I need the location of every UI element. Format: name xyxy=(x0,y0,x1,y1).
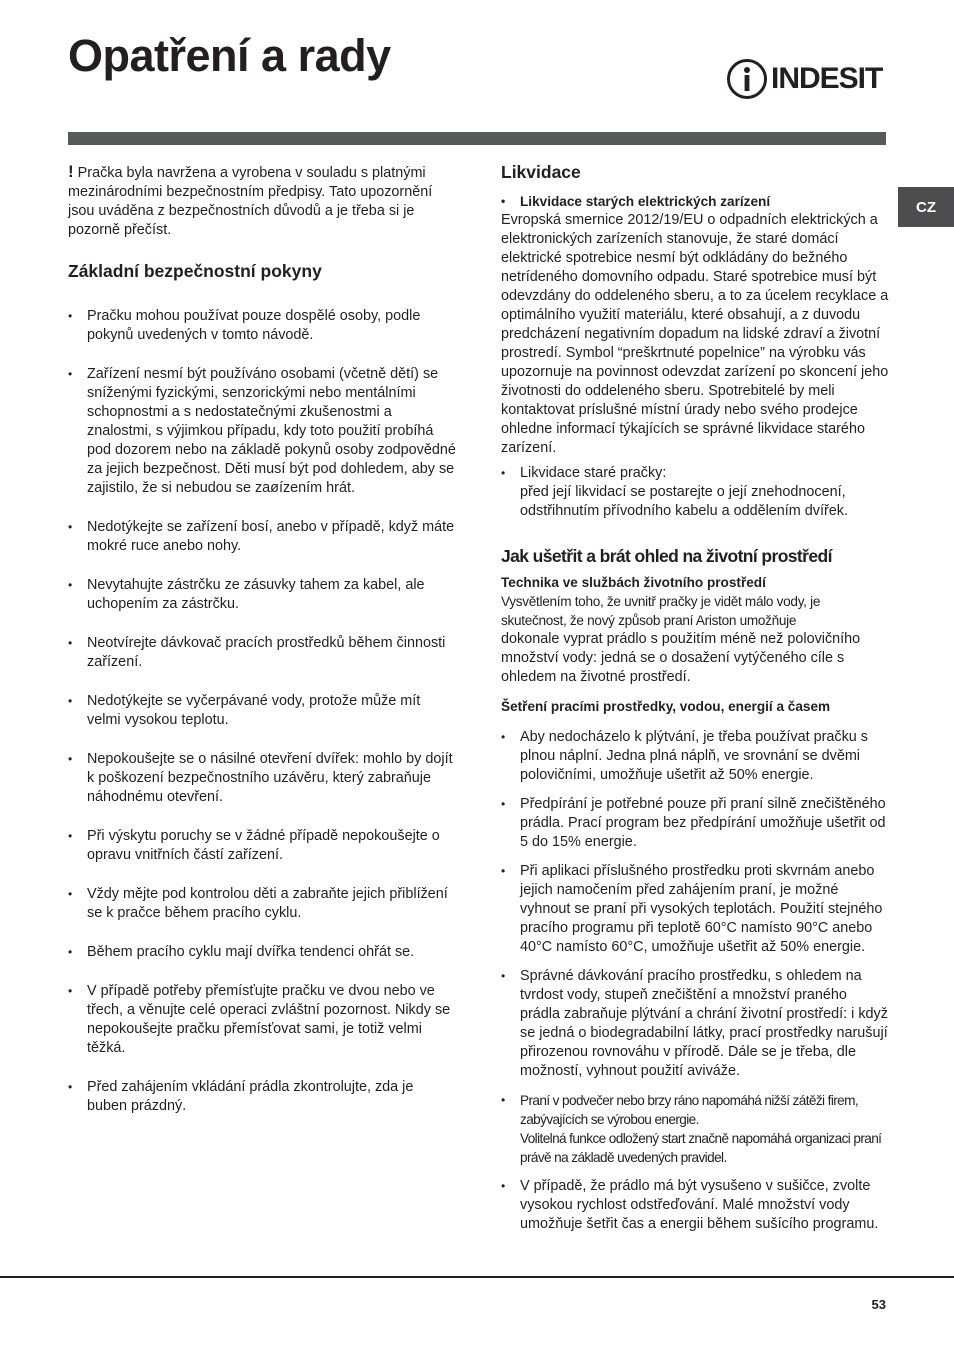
technology-text-condensed: Vysvětlením toho, že uvnitř pračky je vidět málo vody, je skutečnost, že nový způsob praní Ariston umožňuje xyxy=(501,594,821,628)
list-item: • Při výskytu poruchy se v žádné případě nepokoušejte o opravu vnitřních částí zařízení. xyxy=(68,827,456,865)
page-number: 53 xyxy=(871,1297,886,1312)
right-column xyxy=(501,160,889,1244)
list-item: • Nedotýkejte se vyčerpávané vody, protože může mít velmi vysokou teplotu. xyxy=(68,692,456,730)
language-tab xyxy=(898,187,954,227)
list-item: • Správné dávkování pracího prostředku, s ohledem na tvrdost vody, stupeň znečištění a množství praného prádla zabraňuje plýtvání a chrání životní prostředí: i když se jedná o biodegradabilní látky, prací prostředky narušují přirozenou rovnováhu v přírodě. Dále se je třeba, dle možností, vyhnout použití aviváže. xyxy=(501,967,889,1081)
indesit-logo-icon xyxy=(726,58,768,100)
language-tab-label: CZ xyxy=(916,198,936,216)
list-item xyxy=(501,464,889,521)
list-item: • Během pracího cyklu mají dvířka tendenci ohřát se. xyxy=(68,943,456,962)
savings-subtitle: Šetření pracími prostředky, vodou, energií a časem xyxy=(501,699,831,714)
list-item: • Nevytahujte zástrčku ze zásuvky tahem za kabel, ale uchopením za zástrčku. xyxy=(68,576,456,614)
warning-mark: ! xyxy=(68,162,74,181)
list-item: • Předpírání je potřebné pouze při praní silně znečištěného prádla. Prací program bez předpírání umožňuje ušetřit od 5 do 15% energie. xyxy=(501,795,889,852)
footer-rule xyxy=(0,1276,954,1278)
disposal-item-title: Likvidace staré pračky: xyxy=(520,465,667,481)
safety-list xyxy=(68,307,456,1116)
disposal-list xyxy=(501,464,889,521)
safety-intro-text: Pračka byla navržena a vyrobena v souladu s platnými mezinárodními bezpečnostním předpisy. Tato upozornění jsou uváděna z bezpečnostních důvodů a je třeba si je pozorně přečíst. xyxy=(68,165,433,238)
section-title-environment: Jak ušetřit a brát ohled na životní prostředí xyxy=(501,546,832,566)
list-item: • Pračku mohou používat pouze dospělé osoby, podle pokynů uvedených v tomto návodě. xyxy=(68,307,456,345)
page-title: Opatření a rady xyxy=(68,30,391,81)
disposal-subtitle: • Likvidace starých elektrických zarízení xyxy=(501,192,889,211)
list-item: • Nedotýkejte se zařízení bosí, anebo v případě, když máte mokré ruce anebo nohy. xyxy=(68,518,456,556)
disposal-item-text: před její likvidací se postarejte o její znehodnocení, odstřihnutím přívodního kabelu a oddělením dvířek. xyxy=(520,484,848,519)
list-item: • Nepokoušejte se o násilné otevření dvířek: mohlo by dojít k poškození bezpečnostního uzávěru, který zabraňuje náhodnému otevření. xyxy=(68,750,456,807)
list-item: • Před zahájením vkládání prádla zkontrolujte, zda je buben prázdný. xyxy=(68,1078,456,1116)
header-bar xyxy=(68,132,886,145)
left-column xyxy=(68,160,456,1136)
technology-subtitle: Technika ve službách životního prostředí xyxy=(501,575,766,590)
list-item: • V případě, že prádlo má být vysušeno v sušičce, zvolte vysokou rychlost odstřeďování. Malé množství vody umožňuje šetřit čas a energii během sušícího programu. xyxy=(501,1177,889,1234)
disposal-subtitle-list xyxy=(501,192,889,211)
section-title-disposal: Likvidace xyxy=(501,162,581,182)
safety-intro xyxy=(68,162,456,240)
list-item: • Vždy mějte pod kontrolou děti a zabraňte jejich přiblížení se k pračce během pracího cyklu. xyxy=(68,885,456,923)
night-wash-text: Praní v podvečer nebo brzy ráno napomáhá nižší zátěži firem, zabývajících se výrobou energie. xyxy=(520,1093,859,1127)
brand-name: INDESIT xyxy=(771,62,883,95)
section-title-safety: Základní bezpečnostní pokyny xyxy=(68,261,322,281)
list-item: • Aby nedocházelo k plýtvání, je třeba používat pračku s plnou náplní. Jedna plná náplň, ve srovnání se dvěmi polovičními, umožňuje ušetřit až 50% energie. xyxy=(501,728,889,785)
disposal-text: Evropská smernice 2012/19/EU o odpadních elektrických a elektronických zarízeních stanovuje, že staré domácí elektrické spotrebice nesmí být odkládány do bežného netrídeného domovního odpadu. Staré spotrebice musí být odevzdány do oddeleného sberu, a to za úcelem recyklace a optimálního využití materiálu, které obsahují, a z duvodu predcházení negativním dopadum na lidské zdraví a životní prostredí. Symbol “preškrtnuté popelnice” na výrobku vás upozornuje na povinnost odevzdat zarízení po skoncení jeho životnosti do oddeleného sberu. Spotrebitelé by meli kontaktovat príslušné místní úrady nebo svého prodejce ohledne informací týkajících se správné likvidace starého zarízení. xyxy=(501,212,889,456)
technology-text: dokonale vyprat prádlo s použitím méně než polovičního množství vody: jedná se o dosažení vytýčeného cíle s ohledem na životné prostředí. xyxy=(501,631,861,685)
delayed-start-text: Volitelná funkce odložený start značně napomáhá organizaci praní právě na základě uvedených pravidel. xyxy=(520,1131,882,1165)
list-item xyxy=(501,1091,889,1167)
list-item: • Neotvírejte dávkovač pracích prostředků během činnosti zařízení. xyxy=(68,634,456,672)
brand-logo xyxy=(726,58,882,100)
list-item: • Při aplikaci příslušného prostředku proti skvrnám anebo jejich namočením před zahájením praní, je možné vyhnout se praní při vysokých teplotách. Použití stejného pracího programu při teplotě 60°C namísto 90°C anebo 40°C namísto 60°C, umožňuje ušetřit až 50% energie. xyxy=(501,862,889,957)
list-item: • V případě potřeby přemísťujte pračku ve dvou nebo ve třech, a věnujte celé operaci zvláštní pozornost. Nikdy se nepokoušejte pračku přemísťovat sami, je totiž velmi těžká. xyxy=(68,982,456,1058)
savings-list xyxy=(501,728,889,1234)
list-item: • Zařízení nesmí být používáno osobami (včetně dětí) se sníženými fyzickými, senzorickými nebo mentálními schopnostmi a s nedostatečnými zkušenostmi a znalostmi, s výjimkou případu, kdy toto použití probíhá pod dozorem nebo na základě pokynů osoby zodpovědné za jejich bezpečnost. Děti musí být pod dohledem, aby se zajistilo, že si nebudou se zaøízením hrát. xyxy=(68,365,456,498)
